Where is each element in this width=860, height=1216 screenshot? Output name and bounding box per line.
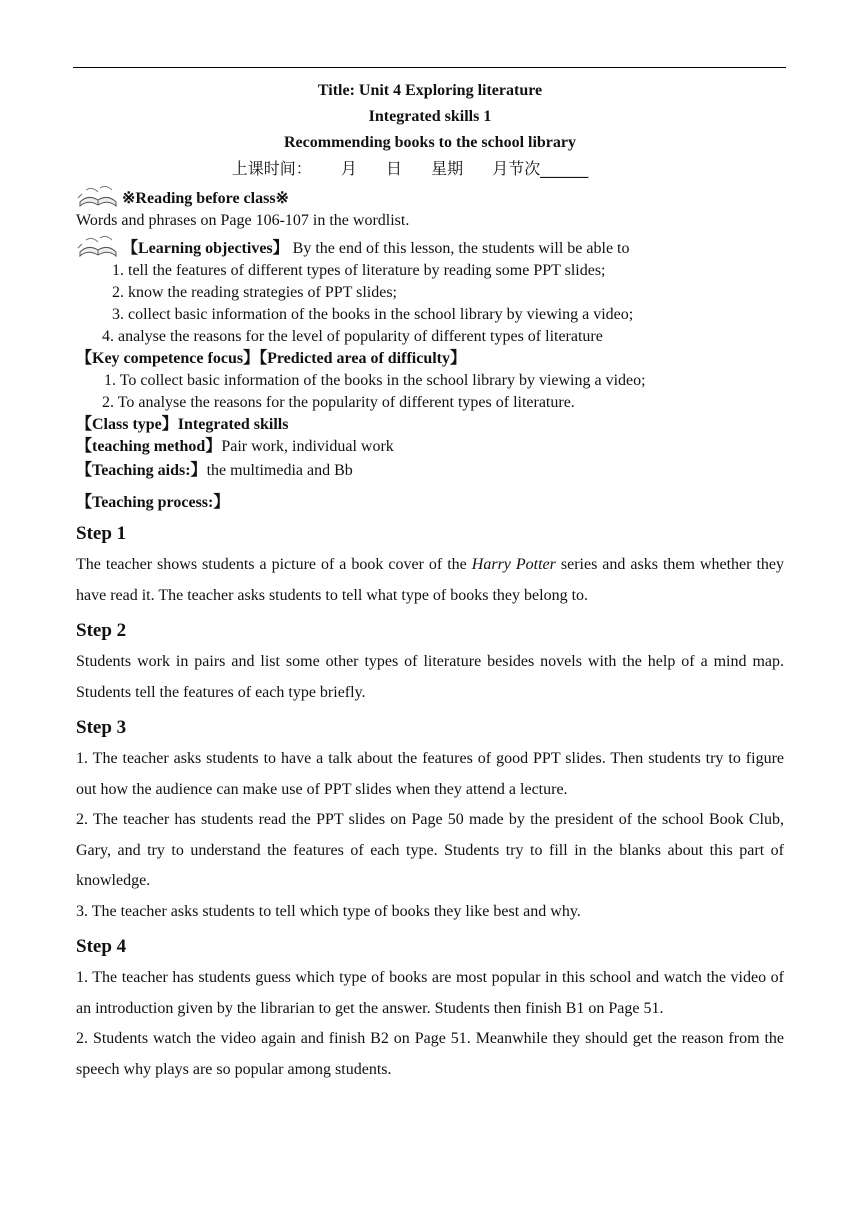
lesson-plan-document	[76, 78, 784, 1085]
teaching-method-label: 【teaching method】	[76, 438, 222, 455]
step-1-paragraph	[76, 550, 784, 611]
step-1-title: Step 1	[76, 523, 127, 544]
reading-before-class-text: Words and phrases on Page 106-107 in the wordlist.	[76, 212, 410, 229]
class-schedule-line	[36, 156, 784, 182]
teaching-aids-line	[76, 458, 784, 484]
reading-before-class-heading	[76, 184, 784, 210]
lesson-title: Title: Unit 4 Exploring literature	[317, 82, 543, 99]
open-book-icon	[76, 234, 120, 260]
step-2-paragraph: Students work in pairs and list some other types of literature besides novels with the help of a mind map. Students tell the features of each type briefly.	[76, 653, 784, 701]
learning-objectives-heading	[76, 234, 784, 260]
objective-item: 4. analyse the reasons for the level of popularity of different types of literature	[102, 328, 603, 345]
teaching-aids-value: the multimedia and Bb	[206, 462, 353, 479]
class-type-line	[76, 414, 784, 436]
step-3-paragraph-2: 2. The teacher has students read the PPT slides on Page 50 made by the president of the school Book Club, Gary, and try to understand the features of each type. Students try to fill in the blanks about this part of knowledge.	[76, 811, 784, 889]
open-book-icon	[76, 184, 120, 210]
teaching-process-heading: 【Teaching process:】	[76, 494, 230, 511]
schedule-month: 月	[340, 159, 357, 178]
schedule-period: 月节次______	[492, 159, 589, 178]
book-series-title: Harry Potter	[471, 556, 556, 573]
schedule-label: 上课时间：	[231, 159, 312, 178]
step-3-paragraph-3: 3. The teacher asks students to tell which type of books they like best and why.	[76, 902, 581, 920]
header-rule	[73, 67, 786, 68]
learning-objectives-title: 【Learning objectives】	[122, 240, 289, 257]
class-type-label: 【Class type】	[76, 416, 178, 433]
key-focus-item: 2. To analyse the reasons for the popularity of different types of literature.	[102, 394, 575, 411]
objective-item: 1. tell the features of different types of literature by reading some PPT slides;	[112, 262, 606, 279]
step-4-title: Step 4	[76, 936, 127, 957]
schedule-week: 星期	[431, 159, 464, 178]
lesson-topic: Recommending books to the school library	[284, 134, 576, 151]
teaching-aids-label: 【Teaching aids:】	[76, 462, 207, 479]
step-4-paragraph-2: 2. Students watch the video again and finish B2 on Page 51. Meanwhile they should get the reason from the speech why plays are so popular among students.	[76, 1030, 784, 1078]
step-1-text-start: The teacher shows students a picture of a book cover of the	[76, 556, 472, 573]
schedule-day: 日	[385, 159, 402, 178]
step-4-paragraph-1: 1. The teacher has students guess which type of books are most popular in this school and watch the video of an introduction given by the librarian to get the answer. Students then finish B1 on Page 51.	[76, 969, 784, 1017]
lesson-subtitle: Integrated skills 1	[368, 108, 492, 125]
key-focus-heading: 【Key competence focus】【Predicted area of difficulty】	[76, 350, 466, 367]
teaching-method-value: Pair work, individual work	[221, 438, 394, 455]
objective-item: 3. collect basic information of the books in the school library by viewing a video;	[112, 306, 634, 323]
reading-before-class-title: ※Reading before class※	[122, 190, 289, 207]
step-3-title: Step 3	[76, 717, 127, 738]
key-focus-item: 1. To collect basic information of the books in the school library by viewing a video;	[104, 372, 646, 389]
teaching-method-line	[76, 436, 784, 458]
class-type-value: Integrated skills	[177, 416, 289, 433]
step-2-title: Step 2	[76, 620, 127, 641]
step-1-text-end: series and asks them whether they have read it. The teacher asks students to tell what type of books they belong to.	[76, 556, 785, 604]
objective-item: 2. know the reading strategies of PPT slides;	[112, 284, 397, 301]
learning-objectives-intro: By the end of this lesson, the students will be able to	[292, 240, 630, 257]
step-3-paragraph-1: 1. The teacher asks students to have a talk about the features of good PPT slides. Then students try to figure out how the audience can make use of PPT slides when they attend a lecture.	[76, 750, 784, 798]
